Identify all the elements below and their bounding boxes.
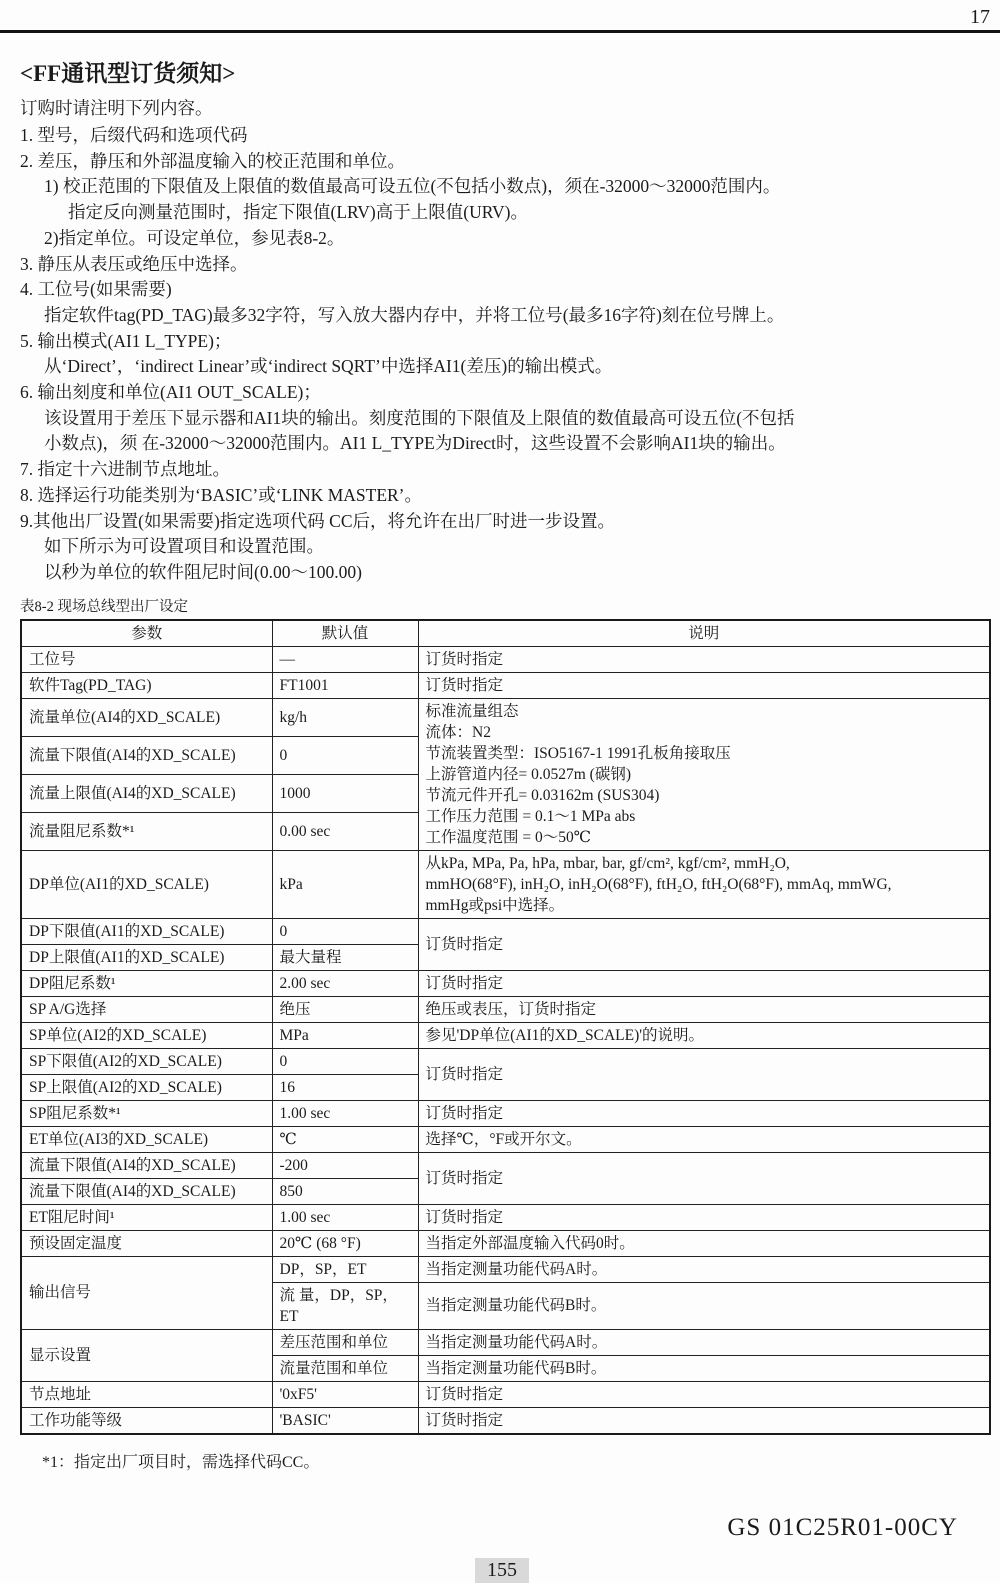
table-row [21,918,990,944]
table-row [21,1022,990,1048]
factory-settings-table [20,619,991,1435]
table-cell: 显示设置 [21,1329,272,1381]
table-row [21,850,990,918]
table-cell: 订货时指定 [418,1100,990,1126]
list-line: 2)指定单位。可设定单位，参见表8-2。 [44,227,345,248]
page-content [0,33,1000,1583]
list-line: 以秒为单位的软件阻尼时间(0.00～100.00) [44,561,362,582]
page-header [0,0,1000,30]
table-cell: 软件Tag(PD_TAG) [21,672,272,698]
table-cell: DP单位(AI1的XD_SCALE) [21,850,272,918]
list-line: 8. 选择运行功能类别为‘BASIC’或‘LINK MASTER’。 [20,484,423,505]
list-line: 指定软件tag(PD_TAG)最多32字符，写入放大器内存中，并将工位号(最多16字符)刻在位号牌上。 [44,304,785,325]
table-cell: 工位号 [21,646,272,672]
table-cell: 流量下限值(AI4的XD_SCALE) [21,736,272,774]
footnote: *1：指定出厂项目时，需选择代码CC。 [42,1453,320,1471]
table-cell: ET单位(AI3的XD_SCALE) [21,1126,272,1152]
list-line: 从‘Direct’，‘indirect Linear’或‘indirect SQRT’中选择AI1(差压)的输出模式。 [44,356,613,377]
list-line: 4. 工位号(如果需要) [20,279,172,300]
table-cell: kPa [272,850,418,918]
table-cell: DP，SP，ET [272,1256,418,1282]
list-line: 小数点)，须 在-32000～32000范围内。AI1 L_TYPE为Direct时，这些设置不会影响AI1块的输出。 [44,433,786,454]
table-cell: 节点地址 [21,1381,272,1407]
table-row [21,1204,990,1230]
table-cell: 当指定测量功能代码B时。 [418,1282,990,1329]
table-row [21,698,990,736]
table-row [21,646,990,672]
table-cell: 绝压或表压，订货时指定 [418,996,990,1022]
table-cell: 订货时指定 [418,1407,990,1434]
table-row [21,996,990,1022]
table-cell: SP单位(AI2的XD_SCALE) [21,1022,272,1048]
list-line: 1) 校正范围的下限值及上限值的数值最高可设五位(不包括小数点)，须在-32000～32000范围内。 [44,176,781,197]
table-cell: 当指定测量功能代码A时。 [418,1256,990,1282]
table-cell: 输出信号 [21,1256,272,1329]
table-cell: 订货时指定 [418,672,990,698]
column-header: 参数 [21,620,272,647]
table-cell: MPa [272,1022,418,1048]
page-footer [20,1558,984,1583]
table-cell: 1.00 sec [272,1204,418,1230]
table-cell: 流量上限值(AI4的XD_SCALE) [21,774,272,812]
table-cell: 选择℃，°F或开尔文。 [418,1126,990,1152]
table-cell: 2.00 sec [272,970,418,996]
table-cell: 1000 [272,774,418,812]
table-cell: ET阻尼时间¹ [21,1204,272,1230]
table-cell: 订货时指定 [418,970,990,996]
table-cell: 流 量，DP，SP， ET [272,1282,418,1329]
column-header: 默认值 [272,620,418,647]
table-cell: FT1001 [272,672,418,698]
section-title: <FF通讯型订货须知> [20,61,236,86]
table-cell: 'BASIC' [272,1407,418,1434]
list-line: 1. 型号，后缀代码和选项代码 [20,125,248,145]
table-cell: 流量下限值(AI4的XD_SCALE) [21,1178,272,1204]
table-cell: 1.00 sec [272,1100,418,1126]
table-cell: DP上限值(AI1的XD_SCALE) [21,944,272,970]
table-cell: -200 [272,1152,418,1178]
table-cell: 订货时指定 [418,1048,990,1100]
table-cell: ℃ [272,1126,418,1152]
table-cell: — [272,646,418,672]
table-cell: 订货时指定 [418,1381,990,1407]
table-cell: kg/h [272,698,418,736]
table-cell: 订货时指定 [418,918,990,970]
table-cell: 工作功能等级 [21,1407,272,1434]
table-cell: 预设固定温度 [21,1230,272,1256]
list-line: 如下所示为可设置项目和设置范围。 [44,536,324,557]
table-row [21,1329,990,1355]
document-number: GS 01C25R01-00CY [727,1513,958,1541]
page-number-bottom: 155 [475,1558,529,1583]
table-header-row [21,620,990,647]
table-cell: 最大量程 [272,944,418,970]
intro-text: 订购时请注明下列内容。 [20,98,213,118]
table-cell: SP A/G选择 [21,996,272,1022]
list-line: 2. 差压，静压和外部温度输入的校正范围和单位。 [20,150,405,171]
table-cell: 0 [272,736,418,774]
table-row [21,1100,990,1126]
table-cell: 参见'DP单位(AI1的XD_SCALE)'的说明。 [418,1022,990,1048]
table-row [21,672,990,698]
list-line: 3. 静压从表压或绝压中选择。 [20,253,248,274]
table-cell: 当指定测量功能代码A时。 [418,1329,990,1355]
list-line: 该设置用于差压下显示器和AI1块的输出。刻度范围的下限值及上限值的数值最高可设五位(不包括 [44,407,795,428]
table-cell: 16 [272,1074,418,1100]
list-line: 5. 输出模式(AI1 L_TYPE)； [20,330,232,351]
list-line: 9.其他出厂设置(如果需要)指定选项代码 CC后，将允许在出厂时进一步设置。 [20,510,615,531]
table-cell: 流量阻尼系数*¹ [21,812,272,850]
table-cell: SP下限值(AI2的XD_SCALE) [21,1048,272,1074]
table-cell: 0 [272,1048,418,1074]
table-cell: DP下限值(AI1的XD_SCALE) [21,918,272,944]
table-row [21,1407,990,1434]
table-cell: 20℃ (68 °F) [272,1230,418,1256]
table-cell: 0 [272,918,418,944]
table-row [21,1256,990,1282]
list-line: 指定反向测量范围时，指定下限值(LRV)高于上限值(URV)。 [68,202,528,223]
table-cell: 从kPa, MPa, Pa, hPa, mbar, bar, gf/cm², kgf/cm², mmH₂O, mmHO(68°F), inH₂O, inH₂O(68°F), ftH₂O, ftH₂O(68°F), mmAq, mmWG, mmHg或psi中选择。 [418,850,990,918]
table-cell: '0xF5' [272,1381,418,1407]
list-line: 6. 输出刻度和单位(AI1 OUT_SCALE)； [20,382,321,403]
table-cell: SP上限值(AI2的XD_SCALE) [21,1074,272,1100]
table-row [21,1152,990,1178]
table-cell: 流量单位(AI4的XD_SCALE) [21,698,272,736]
table-cell: 差压范围和单位 [272,1329,418,1355]
table-cell: 绝压 [272,996,418,1022]
table-cell: SP阻尼系数*¹ [21,1100,272,1126]
table-cell: 流量范围和单位 [272,1355,418,1381]
ordering-instructions-list [20,123,984,586]
column-header: 说明 [418,620,990,647]
table-cell: 标准流量组态 流体：N2 节流装置类型：ISO5167-1 1991孔板角接取压 上游管道内径= 0.0527m (碳钢) 节流元件开孔= 0.03162m (SUS304) 工作压力范围 = 0.1～1 MPa abs 工作温度范围 = 0～50℃ [418,698,990,850]
page-number-top: 17 [970,6,990,28]
list-line: 7. 指定十六进制节点地址。 [20,459,230,480]
table-row [21,1048,990,1074]
table-row [21,1126,990,1152]
table-cell: DP阻尼系数¹ [21,970,272,996]
table-cell: 订货时指定 [418,1152,990,1204]
table-row [21,1381,990,1407]
table-row [21,1230,990,1256]
table-cell: 0.00 sec [272,812,418,850]
table-row [21,970,990,996]
table-cell: 当指定测量功能代码B时。 [418,1355,990,1381]
table-caption: 表8-2 现场总线型出厂设定 [20,598,188,615]
table-cell: 当指定外部温度输入代码0时。 [418,1230,990,1256]
table-cell: 850 [272,1178,418,1204]
table-cell: 流量下限值(AI4的XD_SCALE) [21,1152,272,1178]
table-cell: 订货时指定 [418,646,990,672]
table-cell: 订货时指定 [418,1204,990,1230]
